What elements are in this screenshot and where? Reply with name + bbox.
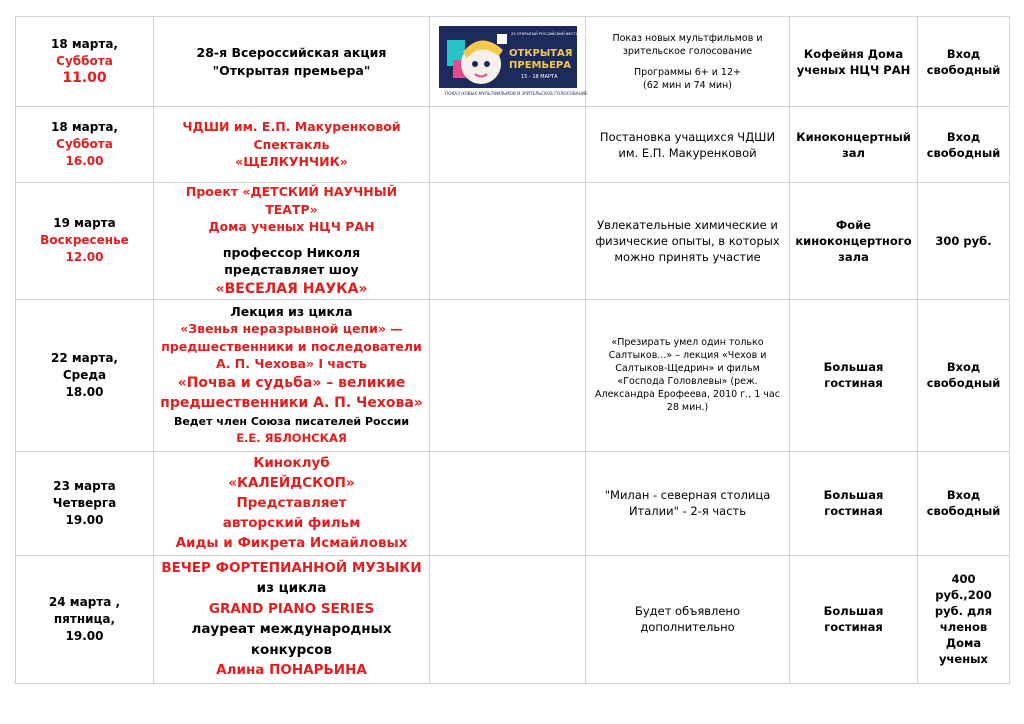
description-cell [586,183,790,300]
event-title: «ВЕСЕЛАЯ НАУКА» [215,280,368,297]
place-cell [790,555,918,683]
event-line: Дома ученых НЦЧ РАН [208,219,375,234]
description-line: Александра Ерофеева, 2010 г., 1 час [595,389,780,400]
place-cell [790,299,918,451]
place-line: Кофейня Дома [803,46,904,61]
place-line: Большая гостиная [823,488,884,518]
poster-cell-empty [430,107,586,183]
description-cell [586,17,790,107]
event-cell [154,107,430,183]
event-title: ВЕЧЕР ФОРТЕПИАННОЙ МУЗЫКИ [161,559,422,576]
place-line: ученых НЦЧ РАН [796,62,911,77]
description-line: дополнительно [640,620,735,634]
time-text: 12.00 [65,250,104,265]
events-schedule-table [15,16,1010,684]
event-line: Киноклуб [253,455,330,471]
date-text: 24 марта , [48,594,121,609]
place-line: зала [838,249,869,264]
description-line: «Презирать умел один только [611,337,764,348]
table-row [16,107,1010,183]
event-cell [154,451,430,555]
poster-bottom-text: ПОКАЗ НОВЫХ МУЛЬТФИЛЬМОВ И ЗРИТЕЛЬСКОЕ ГОЛОСОВАНИЕ [444,90,588,96]
table-row [16,555,1010,683]
description-cell [586,107,790,183]
description-line: Салтыков-Щедрин» и фильм [615,363,760,374]
event-line: «Звенья неразрывной цепи» — [180,321,403,336]
price-line: руб. для [934,604,993,618]
event-line: из цикла [256,580,327,596]
description-line: «Господа Головлевы» (реж. [617,376,758,387]
weekday-text: Суббота [56,137,113,151]
event-cell [154,183,430,300]
description-line: Будет объявлено [634,604,740,618]
date-cell [16,183,154,300]
event-title: предшественники А. П. Чехова» [160,394,423,411]
weekday-text: Среда [62,367,107,382]
description-line: "Милан - северная столица [604,488,771,502]
description-line: Программы 6+ и 12+ [634,66,741,78]
event-line: А. П. Чехова» I часть [216,356,367,371]
date-cell [16,17,154,107]
weekday-text: Воскресенье [40,233,129,248]
price-cell [918,299,1010,451]
description-cell [586,451,790,555]
price-cell [918,451,1010,555]
time-text: 19.00 [65,628,104,643]
event-line: Проект «ДЕТСКИЙ НАУЧНЫЙ ТЕАТР» [185,184,398,217]
description-line: Салтыков...» – лекция «Чехов и [608,350,767,361]
price-line: Вход [946,360,981,374]
place-cell [790,17,918,107]
event-line: представляет шоу [224,262,359,277]
date-text: 18 марта, [51,120,118,134]
place-cell [790,451,918,555]
date-text: 22 марта, [51,350,118,365]
place-line: киноконцертного [795,233,912,248]
event-line: 28-я Всероссийская акция [196,45,387,60]
event-line: "Открытая премьера" [212,62,371,78]
price-line: Вход [946,488,981,502]
place-line: Большая гостиная [823,360,884,390]
description-line: Увлекательные химические и [597,217,778,232]
table-row [16,17,1010,107]
date-text: 23 марта [53,478,116,493]
event-line: ЧДШИ им. Е.П. Макуренковой [182,119,401,135]
price-cell [918,107,1010,183]
date-cell [16,107,154,183]
price-cell [918,555,1010,683]
performer-name: Алина ПОНАРЬИНА [216,662,367,678]
event-line: авторский фильм [222,515,361,531]
event-cell [154,299,430,451]
poster-title-1: ОТКРЫТАЯ [508,47,572,59]
weekday-text: Суббота [56,54,113,68]
poster-cell-empty [430,183,586,300]
price-line: 400 руб.,200 [935,572,992,602]
festival-poster-image [439,26,637,98]
description-line: Италии" - 2-я часть [628,504,747,518]
description-cell [586,555,790,683]
price-line: Вход [946,46,981,61]
description-line: зрительское голосование [622,45,753,57]
event-spacer [158,236,425,244]
date-text: 19 марта [53,216,116,231]
poster-top-text: 29 ОТКРЫТЫЙ РОССИЙСКИЙ ФЕСТИВАЛЬ АНИМАЦИОННОГО КИНО [510,31,637,36]
date-cell [16,451,154,555]
place-line: зал [842,145,865,160]
description-spacer [590,58,785,66]
event-line: Аиды и Фикрета Исмайловых [175,535,408,551]
place-cell [790,107,918,183]
description-line: Показ новых мультфильмов и [612,32,763,44]
price-line: свободный [926,504,1001,518]
event-line: профессор Николя [222,244,361,260]
event-line: Представляет [236,495,347,511]
event-cell [154,555,430,683]
event-line: Лекция из цикла [230,303,353,319]
date-text: 18 марта, [51,37,118,51]
time-text: 16.00 [65,154,104,168]
price-line: 300 руб. [935,233,992,248]
price-line: ученых [939,652,988,666]
date-cell [16,555,154,683]
price-cell [918,183,1010,300]
description-line: физические опыты, в которых [595,233,780,248]
event-line: предшественники и последователи [161,338,422,354]
place-line: Киноконцертный [796,129,911,144]
event-title: «Почва и судьба» – великие [177,374,406,391]
description-line: Постановка учащихся ЧДШИ [599,129,776,144]
poster-title-2: ПРЕМЬЕРА [508,59,571,71]
event-line: лауреат международных [191,621,392,637]
description-line: (62 мин и 74 мин) [643,79,732,91]
table-row [16,451,1010,555]
weekday-text: пятница, [53,611,116,626]
weekday-text: Четверга [52,495,117,510]
event-line: «ЩЕЛКУНЧИК» [235,154,348,170]
place-line: Фойе [835,217,872,232]
event-line: «КАЛЕЙДСКОП» [228,475,355,491]
event-cell [154,17,430,107]
date-cell [16,299,154,451]
poster-cell-empty [430,299,586,451]
price-line: свободный [926,376,1001,390]
price-line: Вход [946,129,981,144]
event-host: Ведет член Союза писателей России [173,414,410,428]
table-row [16,299,1010,451]
time-text: 11.00 [62,70,107,86]
price-cell [918,17,1010,107]
event-line: конкурсов [250,641,333,658]
poster-cell-empty [430,451,586,555]
description-line: 28 мин.) [666,402,709,413]
place-cell [790,183,918,300]
poster-dates: 15 - 18 МАРТА [520,73,558,80]
time-text: 19.00 [65,512,104,527]
description-line: можно принять участие [614,249,761,264]
event-line: Спектакль [253,136,330,152]
price-line: членов Дома [939,620,988,650]
event-host-name: Е.Е. ЯБЛОНСКАЯ [236,431,347,445]
poster-cell-empty [430,555,586,683]
event-series: GRAND PIANO SERIES [208,600,375,617]
time-text: 18.00 [65,384,104,399]
price-line: свободный [926,62,1001,77]
poster-cell [430,17,637,107]
table-row [16,183,1010,300]
description-cell [586,299,790,451]
price-line: свободный [926,145,1001,160]
place-line: Большая гостиная [823,604,884,634]
description-line: им. Е.П. Макуренковой [618,145,757,160]
